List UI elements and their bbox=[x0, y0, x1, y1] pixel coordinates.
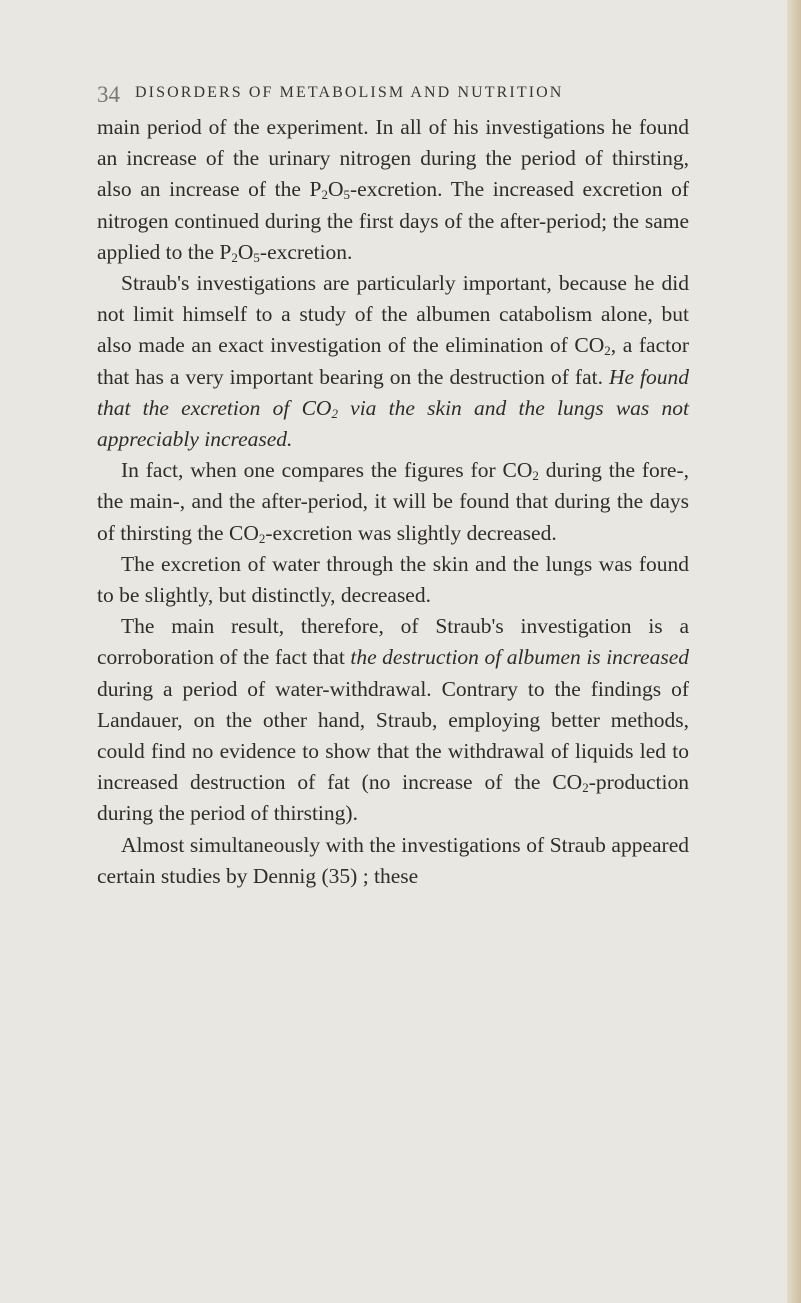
paragraph-text: Almost simultaneously with the investigations of Straub appeared certain studies by Dennig (35) ; these bbox=[97, 832, 689, 888]
paragraph-4 bbox=[97, 549, 689, 611]
paragraph-text: -production during the period of thirsting). bbox=[97, 770, 689, 826]
italic-text: He found that the excretion of bbox=[97, 364, 689, 420]
paragraph-text: In fact, when one compares the figures for bbox=[121, 458, 503, 483]
paragraph-text: main period of the experiment. In all of his investigations he found an increase of the urinary nitrogen during the period of thirsting, also an increase of the bbox=[97, 115, 689, 202]
paragraph-2: Straub's investigations are particularly important, because he did not limit himself to a study of the albumen catabolism alone, but also made an exact investigation of the elimination of $CO_2$, a factor that has a very important bearing on the destruction of fat. He found that the excretion of $CO_2$ via the skin and the lungs was not appreciably increased. bbox=[97, 271, 690, 452]
paragraph-text: -excretion. The increased excretion of nitrogen continued during the first days of the after-period; the same applied to the bbox=[97, 177, 689, 264]
body-text bbox=[97, 112, 689, 892]
paragraph-text: The excretion of water through the skin and the lungs was found to be slightly, but distinctly, decreased. bbox=[97, 551, 689, 608]
paragraph-text: -excretion was slightly decreased. bbox=[265, 520, 557, 545]
paragraph-text: , a factor that has a very important bearing on the destruction of fat. bbox=[97, 333, 690, 389]
paragraph-text: The main result, therefore, of Straub's investigation is a corroboration of the fact that bbox=[97, 614, 689, 670]
italic-text: via the skin and the lungs was not appreciably increased. bbox=[97, 395, 690, 452]
paragraph-1: main period of the experiment. In all of his investigations he found an increase of the urinary nitrogen during the period of thirsting, also an increase of the $P_2O_5$-excretion. The increased excretion of nitrogen continued during the first days of the after-period; the same applied to the $P_2O_5$-excretion. bbox=[97, 115, 689, 265]
page-edge bbox=[787, 0, 801, 1303]
paragraph-3: In fact, when one compares the figures for $CO_2$ during the fore-, the main-, and the after-period, it will be found that during the days of thirsting the $CO_2$-excretion was slightly decreased. bbox=[97, 458, 690, 546]
page-header bbox=[97, 82, 687, 108]
paragraph-text: during a period of water-withdrawal. Contrary to the findings of Landauer, on the other hand, Straub, employing better methods, could find no evidence to show that the withdrawal of liquids led to increased destruction of fat (no increase of the bbox=[97, 676, 689, 795]
paragraph-text: Straub's investigations are particularly important, because he did not limit himself to a study of the albumen catabolism alone, but also made an exact investigation of the elimination of bbox=[97, 271, 689, 358]
paragraph-text: -excretion. bbox=[259, 239, 353, 264]
running-head: DISORDERS OF METABOLISM AND NUTRITION bbox=[135, 84, 564, 101]
italic-text: the destruction of albumen is increased bbox=[350, 645, 689, 670]
paragraph-text: during the fore-, the main-, and the after-period, it will be found that during the days of thirsting the bbox=[97, 458, 690, 545]
page-number: 34 bbox=[97, 82, 120, 107]
paragraph-6 bbox=[97, 830, 689, 892]
paragraph-5: The main result, therefore, of Straub's investigation is a corroboration of the fact that the destruction of albumen is increased during a period of water-withdrawal. Contrary to the findings of Landauer, on the other hand, Straub, employing better methods, could find no evidence to show that the withdrawal of liquids led to increased destruction of fat (no increase of the $CO_2$-production during the period of thirsting). bbox=[97, 614, 689, 826]
